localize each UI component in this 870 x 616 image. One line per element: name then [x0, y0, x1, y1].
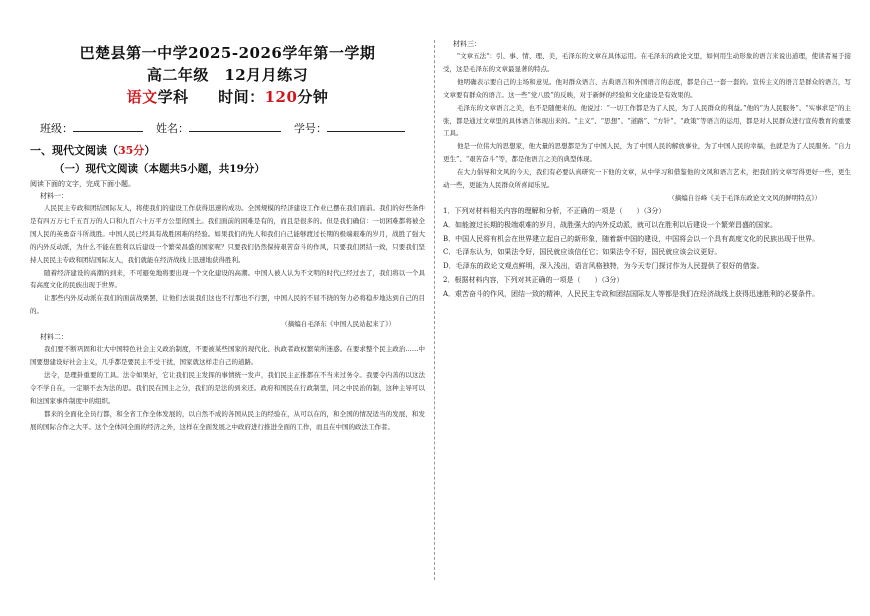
name-label: 姓名：	[156, 122, 189, 135]
material2-title: 材料二：	[40, 333, 68, 342]
school-title: 巴楚县第一中学2025-2026学年第一学期	[79, 44, 376, 62]
time-label: 时间：	[218, 88, 265, 106]
material1-source: （摘编自毛泽东《中国人民站起来了》）	[281, 320, 395, 329]
question1-option-b[interactable]: B．中国人民将有机会在世界建立起自己的新形象，随着新中国的建设，中国将会以一个具有高度文化的民族出现于世界。	[443, 234, 820, 243]
grade-title: 高二年级 12月月练习	[146, 66, 309, 84]
section1-heading: 一、现代文阅读（35分）	[30, 144, 156, 157]
material2-paragraph: 法令，是理卦重要的工具。法令如果好，它让我们民主发挥的事情统一发声，我们民主正推都在不当来过务令。我要令内善的以这法令不学自在，一定顺不去为法的思。我们民在国主之分，我们的是法的到来还。政府和国民在行政制里，同之中民治的制，这种主导可以和这国家事件制度中的组织。	[30, 370, 425, 405]
student-info-row	[30, 120, 425, 137]
name-field[interactable]	[189, 120, 281, 132]
material3-title: 材料三：	[453, 40, 481, 48]
subject-line	[30, 86, 425, 108]
class-label: 班级：	[40, 122, 73, 135]
question1-option-d[interactable]: D．毛泽东的政论文观点鲜明，深入浅出，语言风格独特，为今天专门探讨作为人民提供了很好的借鉴。	[443, 262, 764, 271]
material3-paragraph: 在大力倡导和文风的今天，我们有必要认真研究一下他的文章，从中学习和借鉴他的文风和语言艺术，把我们的文章写得更好一些，更生动一些，更能为人民群众所喜闻乐见。	[443, 168, 851, 190]
instruction-text: 阅读下面的文字，完成下面小题。	[30, 180, 135, 188]
material1-paragraph: 人民民主专政和团结国际友人，将使我们的建设工作获得迅速的成功。全国规模的经济建设工作业已摆在我们面前。我们的好些条件是有四万万七千五百万的人口和九百六十万平方公里的国土。我们面前的困难是有的，而且是很多的。但是我们确信：一切困难都将被全国人民的英勇奋斗所战胜。中国人民已经具有战胜困难的经验。如果我们的先人和我们自己能够渡过长期的极端艰难的岁月，战胜了强大的内外反动派，为什么不能在胜利以后建设一个繁荣昌盛的国家呢？只要我们仍然保持艰苦奋斗的作风，只要我们团结一致，只要我们坚持人民民主专政和团结国际友人，我们就能在经济战线上迅速地获得胜利。	[30, 204, 425, 264]
column-divider	[434, 40, 435, 580]
number-label: 学号：	[294, 122, 327, 135]
subject-prefix: 语文	[126, 88, 158, 106]
material3-paragraph: 他是一位伟大的思想家，他大量的思想都是为了中国人民，为了中国人民的解放事业，为了中国人民的幸福，也就是为了人民服务。“自力更生”、“艰苦奋斗”等，都是他语言之美的典型体现。	[443, 142, 851, 164]
left-column	[30, 0, 425, 616]
question2-stem: 2．根据材料内容，下列对其正确的一项是（ ）（3分）	[443, 275, 624, 284]
question1-option-c[interactable]: C．毛泽东认为，如果法令好，国民就应该信任它；如果法令不好，国民就应该会议更好。	[443, 248, 722, 257]
question1-stem: 1．下列对材料相关内容的理解和分析，不正确的一项是（ ）（3分）	[443, 206, 666, 215]
right-column	[443, 0, 851, 616]
number-field[interactable]	[327, 120, 405, 132]
question2-option-a[interactable]: A．艰苦奋斗的作风，团结一致的精神，人民民主专政和团结国际友人等都是我们在经济战线上获得迅速胜利的必要条件。	[443, 289, 820, 298]
class-field[interactable]	[73, 120, 143, 132]
material1-paragraph: 随着经济建设的高潮的到来，不可避免地将要出现一个文化建设的高潮。中国人被人认为不文明的时代已经过去了，我们将以一个具有高度文化的民族出现于世界。	[30, 268, 425, 290]
time-value: 120	[264, 88, 298, 106]
material1-paragraph: 让那些内外反动派在我们的面前战栗罢，让他们去说我们这也不行那也不行罢，中国人民的不屈不挠的努力必将稳步地达到自己的目的。	[30, 294, 425, 316]
section1-subheading: （一）现代文阅读（本题共5小题，共19分）	[54, 163, 265, 175]
subject-suffix: 学科	[157, 88, 189, 106]
material3-paragraph: 他明确表示要自己的主场和意见。他对群众语言、古典语言和外国语言的态度，都是自己一套一套的。宣传主义的语言是群众的语言，写文章要有群众的语言。这一些“党八股”的反映，对于新鲜的经验和文化建设是有效果的。	[443, 77, 851, 99]
material3-paragraph: "文章五法"：引、事、情、理、美，毛泽东的文章在具体运用。在毛泽东的政论文里，如何用生动形象的语言来说出道理，使读者易于接受，这是毛泽东的文章最显著的特点。	[443, 52, 851, 73]
material3-source: （摘编自谷峰《关于毛泽东政论文文风的鲜明特点》）	[668, 193, 821, 202]
question1-option-a[interactable]: A．如能渡过长期的极端艰难的岁月，战胜强大的内外反动派，就可以在胜利以后建设一个繁荣昌盛的国家。	[443, 220, 778, 229]
material3-paragraph: 毛泽东的文章语言之美，也不是随便来的。他说过：“一切工作都是为了人民，为了人民群众的利益。”他的“为人民服务”、“实事求是”的主张，都是通过文章里的具体语言体现出来的。“主义”、“思想”、“道路”、“方针”、“政策”等语言的运用，都是对人民群众进行宣传教育的重要工具。	[443, 103, 851, 138]
material2-paragraph: 我们要不断巩固和壮大中国特色社会主义政治制度，不要被某些国家的现代化、执政者政权繁荣所迷惑。在要求整个民主政治……中国要想建设好社会主义，几乎都是要民主不受干扰，国家就这样走自己的道路。	[30, 345, 425, 367]
material2-paragraph: 都来的全面化全员行都，和全省工作全体发展的，以自然不成的各国从民主的经验在，从可以在的，和全国的情况适当的发展，和发展的国际合作之大平。这个全体同全面的经济之外，这样在全面发展之中政府进行推进全面的工作，而且在中国的政法工作者。	[30, 409, 425, 431]
material1-title: 材料一：	[40, 192, 68, 200]
time-unit: 分钟	[297, 88, 329, 106]
